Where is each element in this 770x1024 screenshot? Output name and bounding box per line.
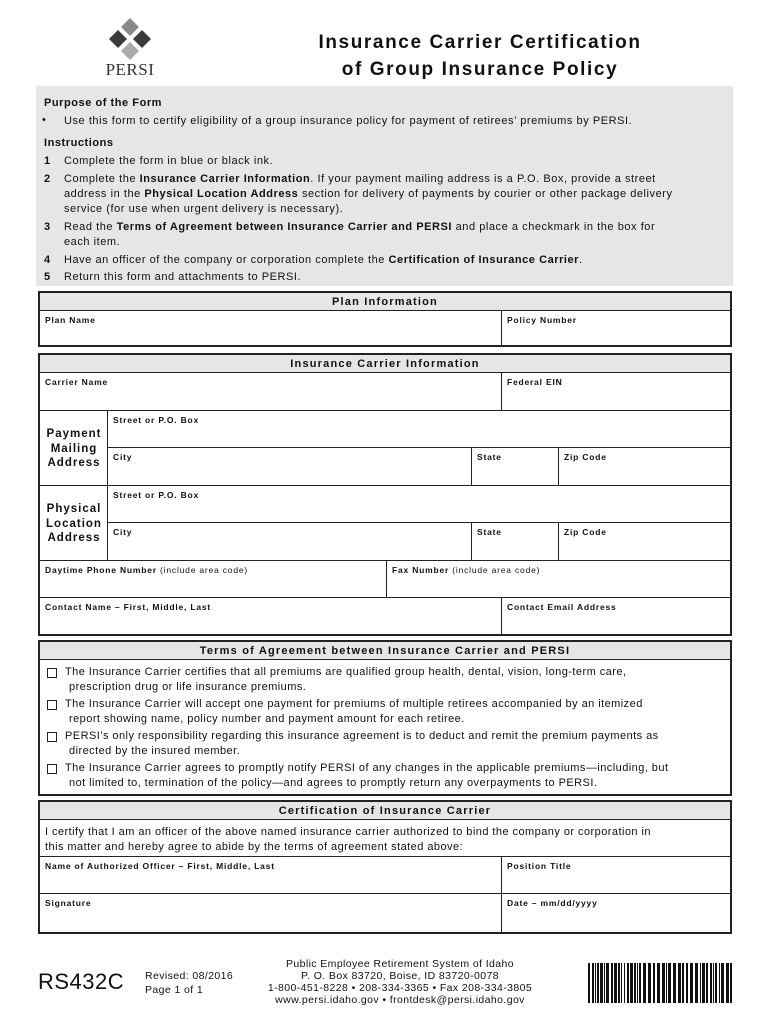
form-title-line2: of Group Insurance Policy bbox=[341, 59, 619, 80]
signature-field[interactable] bbox=[40, 894, 502, 932]
purpose-heading: Purpose of the Form bbox=[44, 97, 163, 109]
policy-number-label: Policy Number bbox=[507, 315, 577, 325]
certification-statement: I certify that I am an officer of the above named insurance carrier authorized to bind the company or corporation in bbox=[45, 826, 651, 838]
federal-ein-field[interactable] bbox=[502, 373, 730, 411]
date-label: Date – mm/dd/yyyy bbox=[507, 898, 598, 908]
persi-diamond-mark bbox=[92, 16, 168, 64]
terms-of-agreement-section bbox=[38, 640, 732, 796]
plan-name-label: Plan Name bbox=[45, 315, 96, 325]
page-number: Page 1 of 1 bbox=[145, 984, 204, 996]
instructions-panel bbox=[36, 86, 733, 286]
purpose-text: Use this form to certify eligibility of a group insurance policy for payment of retirees’ premiums by PERSI. bbox=[64, 115, 633, 127]
street-label: Street or P.O. Box bbox=[113, 415, 200, 425]
terms-item-1-cont: prescription drug or life insurance premiums. bbox=[69, 681, 307, 693]
form-id: RS432C bbox=[38, 969, 125, 994]
contact-name-label: Contact Name – First, Middle, Last bbox=[45, 602, 212, 612]
instruction-text: Complete the Insurance Carrier Information. If your payment mailing address is a P.O. Box, provide a street bbox=[64, 173, 656, 185]
zip-label: Zip Code bbox=[564, 527, 607, 537]
terms-item-4-cont: not limited to, termination of the policy—and agrees to promptly return any overpayments to PERSI. bbox=[69, 777, 598, 789]
position-title-label: Position Title bbox=[507, 861, 572, 871]
instructions-heading: Instructions bbox=[44, 137, 114, 149]
fax-number-field[interactable] bbox=[387, 561, 730, 598]
terms-item-3: PERSI’s only responsibility regarding this insurance agreement is to deduct and remit the premium payments as bbox=[65, 730, 659, 742]
physical-zip-field[interactable] bbox=[559, 523, 730, 561]
instruction-number: 2 bbox=[44, 173, 51, 185]
officer-name-field[interactable] bbox=[40, 856, 502, 894]
officer-name-label: Name of Authorized Officer – First, Middle, Last bbox=[45, 861, 275, 871]
policy-number-field[interactable] bbox=[502, 311, 730, 345]
instruction-number: 3 bbox=[44, 221, 51, 233]
form-title-line1: Insurance Carrier Certification bbox=[318, 32, 642, 53]
instruction-text: Return this form and attachments to PERSI. bbox=[64, 271, 302, 283]
physical-street-field[interactable] bbox=[108, 486, 730, 523]
barcode-icon bbox=[588, 963, 732, 1003]
terms-item-2-cont: report showing name, policy number and payment amount for each retiree. bbox=[69, 713, 465, 725]
contact-email-label: Contact Email Address bbox=[507, 602, 617, 612]
footer-address: P. O. Box 83720, Boise, ID 83720-0078 bbox=[301, 970, 499, 982]
physical-location-address-label: Physical Location Address bbox=[46, 503, 102, 544]
persi-logo bbox=[92, 16, 168, 84]
terms-checkbox-3[interactable] bbox=[47, 732, 57, 742]
contact-email-field[interactable] bbox=[502, 598, 730, 634]
instruction-text: Complete the form in blue or black ink. bbox=[64, 155, 274, 167]
physical-city-field[interactable] bbox=[108, 523, 472, 561]
instruction-text: address in the Physical Location Address section for delivery of payments by courier or other package delivery bbox=[64, 188, 673, 200]
footer-org: Public Employee Retirement System of Idaho bbox=[285, 958, 515, 970]
terms-item-2: The Insurance Carrier will accept one payment for premiums of multiple retirees accompanied by an itemized bbox=[65, 698, 643, 710]
terms-header: Terms of Agreement between Insurance Carrier and PERSI bbox=[40, 642, 730, 660]
insurance-carrier-header: Insurance Carrier Information bbox=[40, 355, 730, 373]
instruction-text: Read the Terms of Agreement between Insurance Carrier and PERSI and place a checkmark in the box for bbox=[64, 221, 656, 233]
instruction-number: 5 bbox=[44, 271, 51, 283]
contact-name-field[interactable] bbox=[40, 598, 502, 634]
payment-zip-field[interactable] bbox=[559, 448, 730, 486]
plan-name-field[interactable] bbox=[40, 311, 502, 345]
position-title-field[interactable] bbox=[502, 856, 730, 894]
barcode-graphic bbox=[588, 963, 732, 1003]
fax-number-label: Fax Number (include area code) bbox=[392, 565, 541, 575]
payment-mailing-address-label: Payment Mailing Address bbox=[46, 428, 102, 469]
terms-item-4: The Insurance Carrier agrees to promptly notify PERSI of any changes in the applicable premiums—including, but bbox=[65, 762, 669, 774]
date-field[interactable] bbox=[502, 894, 730, 932]
daytime-phone-label: Daytime Phone Number (include area code) bbox=[45, 565, 249, 575]
purpose-bullet-icon: • bbox=[42, 114, 47, 126]
terms-checkbox-2[interactable] bbox=[47, 700, 57, 710]
street-label: Street or P.O. Box bbox=[113, 490, 200, 500]
certification-statement-cont: this matter and hereby agree to abide by the terms of agreement stated above: bbox=[45, 841, 464, 853]
payment-mailing-address-label-cell bbox=[40, 411, 108, 486]
state-label: State bbox=[477, 452, 502, 462]
footer-phones: 1-800-451-8228 • 208-334-3365 • Fax 208-334-3805 bbox=[267, 982, 533, 994]
certification-section bbox=[38, 800, 732, 934]
federal-ein-label: Federal EIN bbox=[507, 377, 563, 387]
signature-label: Signature bbox=[45, 898, 92, 908]
terms-checkbox-1[interactable] bbox=[47, 668, 57, 678]
terms-checkbox-4[interactable] bbox=[47, 764, 57, 774]
instruction-text: each item. bbox=[64, 236, 121, 248]
city-label: City bbox=[113, 452, 133, 462]
footer-web: www.persi.idaho.gov • frontdesk@persi.idaho.gov bbox=[275, 994, 525, 1006]
instruction-number: 1 bbox=[44, 155, 51, 167]
terms-item-1: The Insurance Carrier certifies that all premiums are qualified group health, dental, vision, long-term care, bbox=[65, 666, 627, 678]
insurance-carrier-section bbox=[38, 353, 732, 636]
instruction-text: service (for use when urgent delivery is necessary). bbox=[64, 203, 344, 215]
certification-header: Certification of Insurance Carrier bbox=[40, 802, 730, 820]
daytime-phone-field[interactable] bbox=[40, 561, 387, 598]
persi-logo-text: PERSI bbox=[105, 60, 155, 79]
terms-item-3-cont: directed by the insured member. bbox=[69, 745, 241, 757]
physical-location-address-label-cell bbox=[40, 486, 108, 561]
city-label: City bbox=[113, 527, 133, 537]
plan-information-header: Plan Information bbox=[40, 293, 730, 311]
physical-state-field[interactable] bbox=[472, 523, 559, 561]
payment-street-field[interactable] bbox=[108, 411, 730, 448]
carrier-name-field[interactable] bbox=[40, 373, 502, 411]
payment-city-field[interactable] bbox=[108, 448, 472, 486]
payment-state-field[interactable] bbox=[472, 448, 559, 486]
state-label: State bbox=[477, 527, 502, 537]
carrier-name-label: Carrier Name bbox=[45, 377, 108, 387]
revised-date: Revised: 08/2016 bbox=[145, 970, 234, 982]
zip-label: Zip Code bbox=[564, 452, 607, 462]
instruction-number: 4 bbox=[44, 254, 51, 266]
instruction-text: Have an officer of the company or corporation complete the Certification of Insurance Carrier. bbox=[64, 254, 583, 266]
plan-information-section bbox=[38, 291, 732, 347]
